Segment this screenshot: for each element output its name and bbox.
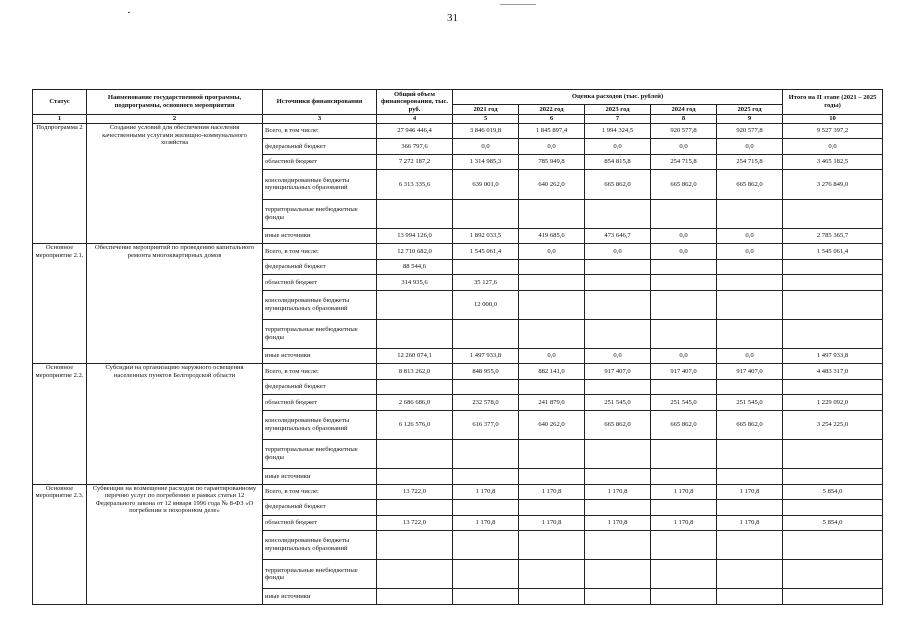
amount-cell: 0,0 — [651, 244, 717, 259]
amount-cell — [585, 290, 651, 319]
amount-cell: 1 170,8 — [453, 484, 519, 499]
amount-cell — [519, 275, 585, 290]
funding-source: областной бюджет — [263, 275, 377, 290]
amount-cell: 35 127,6 — [453, 275, 519, 290]
amount-cell — [783, 439, 883, 468]
header-year: 2025 год — [717, 105, 783, 115]
amount-cell — [519, 290, 585, 319]
funding-source: консолидированные бюджеты муниципальных образований — [263, 410, 377, 439]
amount-cell — [453, 530, 519, 559]
amount-cell: 1 545 061,4 — [783, 244, 883, 259]
funding-source: Всего, в том числе: — [263, 484, 377, 499]
amount-cell: 314 935,6 — [377, 275, 453, 290]
table-row — [33, 244, 883, 259]
amount-cell — [717, 469, 783, 484]
section-status: Основное мероприятие 2.2. — [33, 364, 87, 484]
amount-cell: 3 254 225,0 — [783, 410, 883, 439]
amount-cell: 665 862,0 — [651, 170, 717, 199]
header-year: 2024 год — [651, 105, 717, 115]
amount-cell: 640 262,0 — [519, 410, 585, 439]
amount-cell — [377, 319, 453, 348]
amount-cell: 0,0 — [585, 244, 651, 259]
section-status: Подпрограмма 2 — [33, 124, 87, 244]
amount-cell — [585, 379, 651, 394]
amount-cell — [717, 530, 783, 559]
amount-cell — [585, 530, 651, 559]
funding-source: консолидированные бюджеты муниципальных образований — [263, 530, 377, 559]
amount-cell: 640 262,0 — [519, 170, 585, 199]
amount-cell — [377, 379, 453, 394]
amount-cell — [717, 379, 783, 394]
funding-source: областной бюджет — [263, 395, 377, 410]
header-year: 2023 год — [585, 105, 651, 115]
amount-cell: 3 276 849,0 — [783, 170, 883, 199]
amount-cell — [651, 530, 717, 559]
amount-cell — [783, 530, 883, 559]
amount-cell: 3 846 019,8 — [453, 124, 519, 139]
section-status: Основное мероприятие 2.3. — [33, 484, 87, 604]
amount-cell: 917 407,0 — [651, 364, 717, 379]
amount-cell: 13 722,0 — [377, 515, 453, 530]
amount-cell: 254 715,8 — [717, 154, 783, 169]
amount-cell — [783, 319, 883, 348]
amount-cell: 1 994 324,5 — [585, 124, 651, 139]
header-estimate: Оценка расходов (тыс. рублей) — [453, 90, 783, 105]
amount-cell — [717, 290, 783, 319]
amount-cell: 0,0 — [453, 139, 519, 154]
amount-cell: 12 710 682,0 — [377, 244, 453, 259]
amount-cell: 854 815,8 — [585, 154, 651, 169]
header-sources: Источники финансирования — [263, 90, 377, 115]
column-index: 5 — [453, 115, 519, 124]
column-index: 2 — [87, 115, 263, 124]
funding-source: областной бюджет — [263, 515, 377, 530]
amount-cell — [585, 560, 651, 589]
budget-table — [32, 89, 883, 605]
amount-cell: 0,0 — [651, 228, 717, 243]
amount-cell — [377, 469, 453, 484]
amount-cell — [717, 589, 783, 605]
amount-cell: 1 497 933,8 — [453, 348, 519, 363]
amount-cell — [519, 589, 585, 605]
funding-source: иные источники — [263, 589, 377, 605]
amount-cell — [453, 439, 519, 468]
column-index: 6 — [519, 115, 585, 124]
amount-cell: 251 545,0 — [717, 395, 783, 410]
amount-cell: 27 946 446,4 — [377, 124, 453, 139]
amount-cell: 0,0 — [585, 139, 651, 154]
amount-cell — [519, 500, 585, 515]
amount-cell: 1 314 985,3 — [453, 154, 519, 169]
amount-cell — [585, 469, 651, 484]
funding-source: федеральный бюджет — [263, 500, 377, 515]
amount-cell: 1 170,8 — [519, 515, 585, 530]
column-index: 10 — [783, 115, 883, 124]
amount-cell — [783, 589, 883, 605]
amount-cell: 785 949,8 — [519, 154, 585, 169]
scan-mark — [500, 4, 536, 5]
amount-cell: 4 483 317,0 — [783, 364, 883, 379]
amount-cell: 13 722,0 — [377, 484, 453, 499]
funding-source: федеральный бюджет — [263, 139, 377, 154]
amount-cell: 251 545,0 — [585, 395, 651, 410]
amount-cell — [377, 589, 453, 605]
funding-source: территориальные внебюджетные фонды — [263, 439, 377, 468]
table-row — [33, 484, 883, 499]
amount-cell — [585, 439, 651, 468]
column-index: 8 — [651, 115, 717, 124]
funding-source: федеральный бюджет — [263, 379, 377, 394]
funding-source: территориальные внебюджетные фонды — [263, 199, 377, 228]
amount-cell — [519, 379, 585, 394]
amount-cell — [783, 259, 883, 274]
funding-source: иные источники — [263, 228, 377, 243]
amount-cell: 1 170,8 — [651, 484, 717, 499]
amount-cell — [519, 439, 585, 468]
amount-cell — [651, 500, 717, 515]
amount-cell: 1 545 061,4 — [453, 244, 519, 259]
header-stage-total: Итого на II этапе (2021 – 2025 годы) — [783, 90, 883, 115]
amount-cell — [377, 560, 453, 589]
section-status: Основное мероприятие 2.1. — [33, 244, 87, 364]
funding-source: территориальные внебюджетные фонды — [263, 319, 377, 348]
amount-cell — [717, 259, 783, 274]
amount-cell — [651, 290, 717, 319]
amount-cell: 12 260 074,1 — [377, 348, 453, 363]
column-index: 1 — [33, 115, 87, 124]
amount-cell — [717, 439, 783, 468]
amount-cell — [585, 500, 651, 515]
header-year: 2022 год — [519, 105, 585, 115]
amount-cell — [783, 290, 883, 319]
funding-source: Всего, в том числе: — [263, 124, 377, 139]
amount-cell — [585, 319, 651, 348]
amount-cell — [717, 275, 783, 290]
amount-cell — [453, 560, 519, 589]
section-name: Субсидии на организацию наружного освещения населенных пунктов Белгородской области — [87, 364, 263, 484]
amount-cell — [377, 500, 453, 515]
amount-cell — [377, 439, 453, 468]
amount-cell: 665 862,0 — [585, 410, 651, 439]
amount-cell — [519, 530, 585, 559]
amount-cell: 665 862,0 — [717, 410, 783, 439]
amount-cell: 0,0 — [783, 139, 883, 154]
amount-cell — [453, 500, 519, 515]
amount-cell — [453, 319, 519, 348]
amount-cell — [519, 469, 585, 484]
funding-source: консолидированные бюджеты муниципальных образований — [263, 170, 377, 199]
amount-cell: 882 141,0 — [519, 364, 585, 379]
amount-cell: 473 646,7 — [585, 228, 651, 243]
amount-cell: 366 797,6 — [377, 139, 453, 154]
amount-cell: 8 813 262,0 — [377, 364, 453, 379]
scan-mark — [128, 12, 130, 13]
amount-cell — [651, 439, 717, 468]
amount-cell — [651, 379, 717, 394]
column-index: 9 — [717, 115, 783, 124]
table-row — [33, 364, 883, 379]
amount-cell: 0,0 — [585, 348, 651, 363]
section-name: Создание условий для обеспечения населения качественными услугами жилищно-коммунального хозяйства — [87, 124, 263, 244]
amount-cell — [519, 319, 585, 348]
table-body — [33, 124, 883, 605]
amount-cell — [717, 199, 783, 228]
amount-cell: 1 170,8 — [717, 515, 783, 530]
amount-cell — [519, 259, 585, 274]
amount-cell: 920 577,8 — [651, 124, 717, 139]
amount-cell: 232 578,0 — [453, 395, 519, 410]
funding-source: консолидированные бюджеты муниципальных образований — [263, 290, 377, 319]
funding-source: областной бюджет — [263, 154, 377, 169]
funding-source: иные источники — [263, 469, 377, 484]
amount-cell: 6 126 576,0 — [377, 410, 453, 439]
amount-cell: 0,0 — [717, 228, 783, 243]
amount-cell: 616 377,0 — [453, 410, 519, 439]
amount-cell: 0,0 — [519, 139, 585, 154]
amount-cell — [783, 379, 883, 394]
amount-cell — [377, 530, 453, 559]
amount-cell: 1 170,8 — [651, 515, 717, 530]
amount-cell — [783, 500, 883, 515]
amount-cell: 13 994 126,0 — [377, 228, 453, 243]
amount-cell: 920 577,8 — [717, 124, 783, 139]
amount-cell — [377, 199, 453, 228]
amount-cell — [651, 319, 717, 348]
funding-source: территориальные внебюджетные фонды — [263, 560, 377, 589]
amount-cell: 665 862,0 — [585, 170, 651, 199]
amount-cell: 3 465 182,5 — [783, 154, 883, 169]
amount-cell: 665 862,0 — [717, 170, 783, 199]
amount-cell: 848 955,0 — [453, 364, 519, 379]
amount-cell — [783, 469, 883, 484]
amount-cell: 419 685,6 — [519, 228, 585, 243]
amount-cell: 0,0 — [651, 139, 717, 154]
amount-cell — [651, 469, 717, 484]
amount-cell: 1 170,8 — [585, 484, 651, 499]
amount-cell — [651, 259, 717, 274]
amount-cell — [651, 560, 717, 589]
amount-cell: 2 785 365,7 — [783, 228, 883, 243]
amount-cell: 0,0 — [717, 244, 783, 259]
amount-cell — [453, 589, 519, 605]
amount-cell: 0,0 — [717, 139, 783, 154]
amount-cell: 1 170,8 — [519, 484, 585, 499]
section-name: Субвенции на возмещение расходов по гарантированному перечню услуг по погребению в рамках статьи 12 Федерального закона от 12 января 1996 года № 8-ФЗ «О погребении и похоронном деле» — [87, 484, 263, 604]
column-index: 7 — [585, 115, 651, 124]
amount-cell: 5 854,0 — [783, 515, 883, 530]
amount-cell: 0,0 — [519, 244, 585, 259]
column-index: 4 — [377, 115, 453, 124]
amount-cell: 6 313 335,6 — [377, 170, 453, 199]
header-total: Общий объем финансирования, тыс. руб. — [377, 90, 453, 115]
amount-cell: 251 545,0 — [651, 395, 717, 410]
header-name: Наименование государственной программы, подпрограммы, основного мероприятия — [87, 90, 263, 115]
funding-source: федеральный бюджет — [263, 259, 377, 274]
column-index: 3 — [263, 115, 377, 124]
amount-cell — [585, 259, 651, 274]
amount-cell: 1 170,8 — [585, 515, 651, 530]
amount-cell — [651, 589, 717, 605]
amount-cell — [585, 275, 651, 290]
amount-cell — [453, 259, 519, 274]
funding-source: иные источники — [263, 348, 377, 363]
amount-cell — [651, 199, 717, 228]
amount-cell: 88 544,6 — [377, 259, 453, 274]
amount-cell — [453, 199, 519, 228]
section-name: Обеспечение мероприятий по проведению капитального ремонта многоквартирных домов — [87, 244, 263, 364]
amount-cell: 7 272 187,2 — [377, 154, 453, 169]
amount-cell: 1 497 933,8 — [783, 348, 883, 363]
header-year: 2021 год — [453, 105, 519, 115]
amount-cell: 2 686 686,0 — [377, 395, 453, 410]
amount-cell — [717, 500, 783, 515]
amount-cell — [585, 199, 651, 228]
amount-cell: 639 001,0 — [453, 170, 519, 199]
amount-cell — [717, 319, 783, 348]
amount-cell: 917 407,0 — [585, 364, 651, 379]
amount-cell: 0,0 — [651, 348, 717, 363]
amount-cell — [377, 290, 453, 319]
amount-cell: 917 407,0 — [717, 364, 783, 379]
funding-source: Всего, в том числе: — [263, 244, 377, 259]
funding-source: Всего, в том числе: — [263, 364, 377, 379]
amount-cell — [519, 199, 585, 228]
amount-cell: 1 892 033,5 — [453, 228, 519, 243]
amount-cell: 1 170,8 — [717, 484, 783, 499]
amount-cell: 1 170,8 — [453, 515, 519, 530]
amount-cell: 254 715,8 — [651, 154, 717, 169]
amount-cell — [717, 560, 783, 589]
amount-cell: 12 000,0 — [453, 290, 519, 319]
amount-cell: 9 527 397,2 — [783, 124, 883, 139]
amount-cell — [453, 469, 519, 484]
amount-cell: 665 862,0 — [651, 410, 717, 439]
header-status: Статус — [33, 90, 87, 115]
page-number: 31 — [447, 12, 458, 24]
amount-cell: 5 854,0 — [783, 484, 883, 499]
amount-cell — [519, 560, 585, 589]
amount-cell — [585, 589, 651, 605]
amount-cell — [783, 275, 883, 290]
amount-cell: 1 845 897,4 — [519, 124, 585, 139]
amount-cell: 0,0 — [717, 348, 783, 363]
amount-cell — [651, 275, 717, 290]
amount-cell: 1 229 092,0 — [783, 395, 883, 410]
amount-cell: 241 879,0 — [519, 395, 585, 410]
amount-cell — [783, 560, 883, 589]
amount-cell — [453, 379, 519, 394]
amount-cell: 0,0 — [519, 348, 585, 363]
table-row — [33, 124, 883, 139]
amount-cell — [783, 199, 883, 228]
